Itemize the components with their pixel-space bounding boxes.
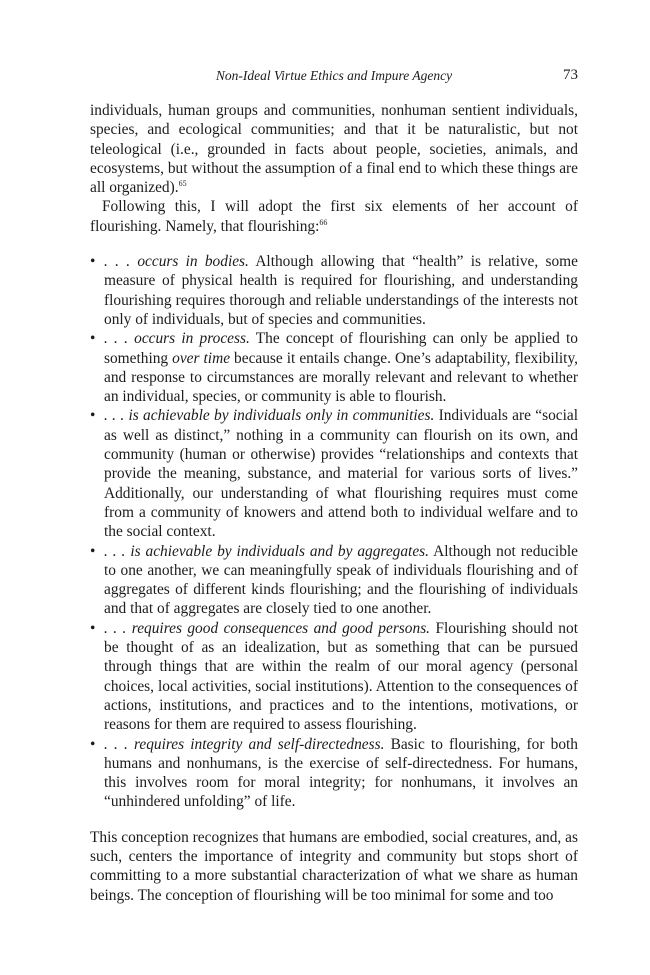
footnote-ref-65: 65	[178, 179, 187, 189]
list-item	[90, 619, 578, 735]
item-text: because it entails change. One’s adaptability, flexibility, and response to circumstances are morally relevant and relevant to whether an individual, species, or community is able to flourish.	[104, 349, 578, 406]
list-item	[90, 542, 578, 619]
flourishing-elements-list	[90, 252, 578, 812]
bullet-marker: •	[90, 619, 96, 637]
list-item	[90, 329, 578, 406]
bullet-marker: •	[90, 253, 96, 271]
page-body	[90, 101, 578, 905]
page-header	[90, 66, 578, 88]
paragraph-text: individuals, human groups and communities, nonhuman sentient individuals, species, and ecological communities; and that it be naturalistic, but not teleological (i.e., grounded in facts about people, societies, animals, and ecosystems, but without the assumption of a final end to which these things are all organized).	[90, 102, 578, 197]
bullet-marker: •	[90, 407, 96, 425]
bullet-marker: •	[90, 330, 96, 348]
paragraph-text: This conception recognizes that humans are embodied, social creatures, and, as such, centers the importance of integrity and community but stops short of committing to a more substantial characterization of what we share as human beings. The conception of flourishing will be too minimal for some and too	[90, 828, 578, 904]
item-text: Flourishing should not be thought of as an idealization, but as something that can be pursued through things that are within the realm of our moral agency (personal choices, local activities, social institutions). Attention to the consequences of actions, institutions, and practices and to the intentions, motivations, or reasons for them are required to assess flourishing.	[104, 619, 578, 734]
item-lead: . . . occurs in bodies.	[104, 253, 249, 271]
item-lead: . . . requires integrity and self-directedness.	[104, 735, 385, 753]
list-item	[90, 406, 578, 541]
running-head: Non-Ideal Virtue Ethics and Impure Agency	[215, 68, 453, 83]
item-text: The concept of flourishing can only be applied to something	[104, 330, 578, 367]
bullet-marker: •	[90, 735, 96, 753]
item-lead: . . . occurs in process.	[104, 330, 250, 348]
item-emphasis: over time	[172, 349, 231, 367]
paragraph-intro	[90, 197, 578, 236]
item-text: Although not reducible to one another, we can meaningfully speak of individuals flourishing and of aggregates of different kinds flourishing; and the flourishing of individuals and that of aggregates are closely tied to one another.	[104, 542, 578, 618]
paragraph-continuation	[90, 101, 578, 197]
item-lead: . . . is achievable by individuals only in communities.	[104, 407, 435, 425]
footnote-ref-66: 66	[319, 217, 328, 227]
item-lead: . . . requires good consequences and good persons.	[104, 619, 431, 637]
item-lead: . . . is achievable by individuals and by aggregates.	[104, 542, 429, 560]
item-text: Although allowing that “health” is relative, some measure of physical health is required for flourishing, and understanding flourishing requires thorough and reliable understandings of the interests not only of individuals, but of species and communities.	[104, 253, 578, 328]
page-number: 73	[563, 67, 578, 83]
paragraph-text: Following this, I will adopt the first six elements of her account of flourishing. Namely, that flourishing:	[90, 198, 578, 235]
item-text: Basic to flourishing, for both humans and nonhumans, is the exercise of self-directedness. For humans, this involves room for moral integrity; for nonhumans, it involves an “unhindered unfolding” of life.	[104, 735, 578, 811]
bullet-marker: •	[90, 542, 96, 560]
list-item	[90, 735, 578, 812]
item-text: Individuals are “social as well as distinct,” nothing in a community can flourish on its own, and community (human or otherwise) provides “relationships and contexts that provide the meaning, substance, and material for various sorts of lives.” Additionally, our understanding of what flourishing requires must come from a community of knowers and attend both to individual welfare and to the social context.	[104, 407, 578, 541]
paragraph-conclusion	[90, 828, 578, 905]
list-item	[90, 252, 578, 329]
